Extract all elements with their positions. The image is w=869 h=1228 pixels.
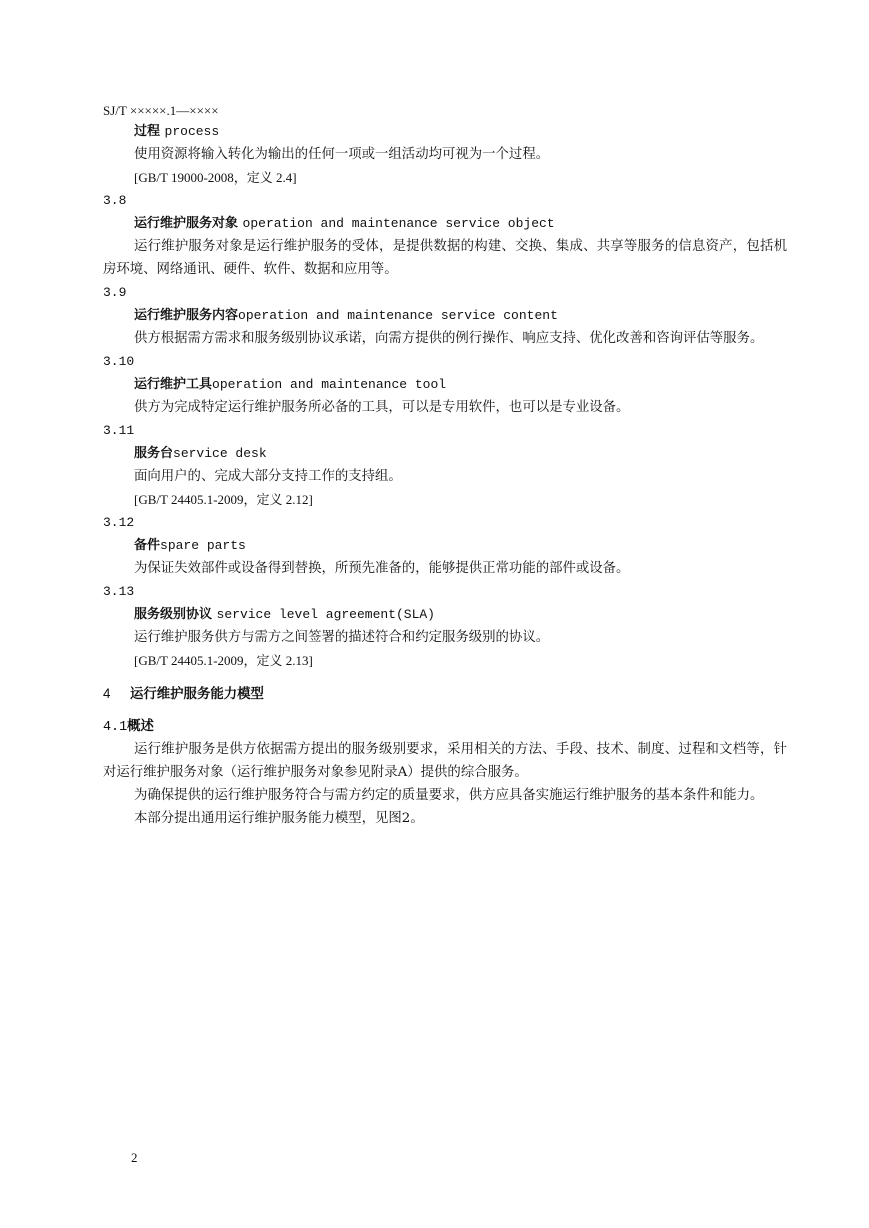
term-name-3-9 [134,304,787,327]
term-name-3-12 [134,534,787,557]
term-number-3-8: 3.8 [103,193,127,208]
term-number-3-12: 3.12 [103,515,135,530]
term-definition-3-11: 面向用户的、完成大部分支持工作的支持组。 [134,469,402,484]
term-definition-3-9: 供方根据需方需求和服务级别协议承诺，向需方提供的例行操作、响应支持、优化改善和咨询评估等服务。 [134,331,764,346]
term-number-3-10: 3.10 [103,354,135,369]
term-name-3-8 [134,212,787,235]
page-content [103,120,787,830]
term-name-3-11 [134,442,787,465]
term-definition-3-10: 供方为完成特定运行维护服务所必备的工具，可以是专用软件，也可以是专业设备。 [134,400,630,415]
term-name-zh: 运行维护服务对象 [134,216,239,231]
term-name-zh: 服务级别协议 [134,607,213,622]
standard-header: SJ/T ×××××.1—×××× [103,103,219,118]
term-name-zh: 运行维护工具 [134,377,213,392]
term-name-3-7 [134,120,787,143]
term-name-en: process [164,124,220,139]
page-number: 2 [131,1150,138,1165]
term-name-en: service desk [173,446,267,461]
term-name-3-13 [134,603,787,626]
term-number-3-13: 3.13 [103,584,135,599]
section-title: 运行维护服务能力模型 [130,686,264,702]
term-name-en: operation and maintenance service content [238,308,558,323]
term-name-en: operation and maintenance tool [212,377,447,392]
term-definition-3-8: 运行维护服务对象是运行维护服务的受体，是提供数据的构建、交换、集成、共享等服务的信息资产，包括机房环境、网络通讯、硬件、软件、数据和应用等。 [103,239,787,277]
term-name-3-10 [134,373,787,396]
paragraph-3: 本部分提出通用运行维护服务能力模型，见图2。 [134,811,424,826]
term-definition-3-7: 使用资源将输入转化为输出的任何一项或一组活动均可视为一个过程。 [134,147,550,162]
term-name-zh: 备件 [134,538,161,553]
section-heading-4 [103,682,787,705]
term-name-en: spare parts [160,538,246,553]
term-definition-3-12: 为保证失效部件或设备得到替换，所预先准备的，能够提供正常功能的部件或设备。 [134,561,630,576]
subsection-number: 4.1 [103,720,128,735]
paragraph-1: 运行维护服务是供方依据需方提出的服务级别要求，采用相关的方法、手段、技术、制度、过程和文档等，针对运行维护服务对象（运行维护服务对象参见附录A）提供的综合服务。 [103,742,787,780]
term-number-3-11: 3.11 [103,423,135,438]
term-name-zh: 运行维护服务内容 [134,308,239,323]
subsection-heading-4-1 [103,715,787,738]
paragraph-2: 为确保提供的运行维护服务符合与需方约定的质量要求，供方应具备实施运行维护服务的基本条件和能力。 [134,788,764,803]
section-number: 4 [103,686,111,701]
term-reference-3-11: [GB/T 24405.1-2009，定义 2.12] [134,492,313,507]
term-definition-3-13: 运行维护服务供方与需方之间签署的描述符合和约定服务级别的协议。 [134,630,550,645]
term-number-3-9: 3.9 [103,285,127,300]
subsection-title: 概述 [127,718,154,734]
term-reference-3-13: [GB/T 24405.1-2009，定义 2.13] [134,653,313,668]
term-name-zh: 过程 [134,124,161,139]
term-name-zh: 服务台 [134,446,174,461]
term-name-en: operation and maintenance service object [242,216,555,231]
term-name-en: service level agreement(SLA) [216,607,435,622]
term-reference-3-7: [GB/T 19000-2008，定义 2.4] [134,170,297,185]
